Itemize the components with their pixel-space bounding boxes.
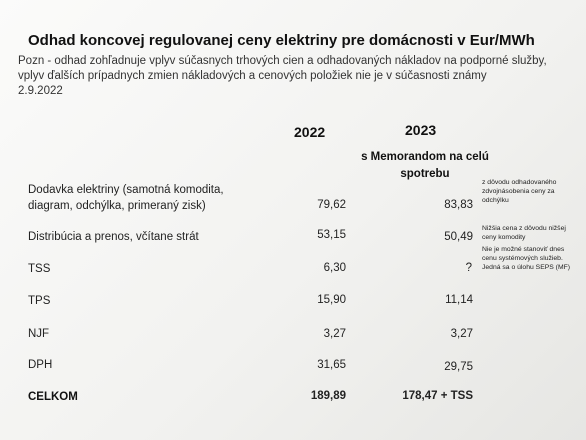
row-label-dodavka [28,182,224,214]
row-label-tss: TSS [28,263,51,275]
note-line-2: vplyv ďalších prípadnych zmien nákladových a cenových položiek nie je v súčasnosti známy [18,70,487,82]
side-note-line: Nie je možné stanoviť dnes [482,246,565,253]
row-label-distribucia: Distribúcia a prenos, včítane strát [28,231,199,243]
side-note-line: cenu systémových služieb. [482,255,563,262]
value-2023-dodavka: 83,83 [444,199,473,211]
note-line-1: Pozn - odhad zohľadnuje vplyv súčasnych trhových cien a odhadovaných nákladov na podporné služby, [18,55,547,67]
side-note-line: Jedná sa o úlohu SEPS (MF) [482,264,571,271]
value-2023-distribucia: 50,49 [444,231,473,243]
side-note-komodita [482,224,566,242]
column-subheader-2023: s Memorandom na celú spotrebu [361,151,489,180]
row-label-line: Dodavka elektriny (samotná komodita, [28,184,224,196]
row-label-tps: TPS [28,295,51,307]
row-label-celkom: CELKOM [28,391,78,403]
value-2022-distribucia: 53,15 [317,229,346,241]
value-2022-dodavka: 79,62 [317,199,346,211]
side-note-seps [482,245,570,272]
row-label-line: diagram, odchýlka, primeraný zisk) [28,200,206,212]
side-note-odchylka [482,178,556,205]
note-date: 2.9.2022 [18,85,63,97]
side-note-line: odchýlku [482,197,509,204]
value-2022-celkom: 189,89 [310,390,346,402]
value-2023-njf: 3,27 [450,328,473,340]
side-note-line: z dôvodu odhadovaného [482,179,557,186]
row-label-njf: NJF [28,328,50,340]
value-2022-tps: 15,90 [317,294,346,306]
column-header-2022: 2022 [294,124,326,140]
side-note-line: zdvojnásobenia ceny za [482,188,555,195]
side-note-line: ceny komodity [482,234,526,241]
value-2022-tss: 6,30 [323,262,346,274]
value-2022-dph: 31,65 [317,359,346,371]
column-header-2023: 2023 [405,122,437,138]
value-2023-dph: 29,75 [444,361,473,373]
value-2023-tss: ? [465,262,472,274]
value-2023-celkom: 178,47 + TSS [402,390,473,402]
side-note-line: Nižšia cena z dôvodu nižšej [482,225,566,232]
value-2023-tps: 11,14 [445,294,473,306]
document-title: Odhad koncovej regulovanej ceny elektriny pre domácnosti v Eur/MWh [28,32,535,49]
row-label-dph: DPH [28,359,53,371]
value-2022-njf: 3,27 [323,328,346,340]
